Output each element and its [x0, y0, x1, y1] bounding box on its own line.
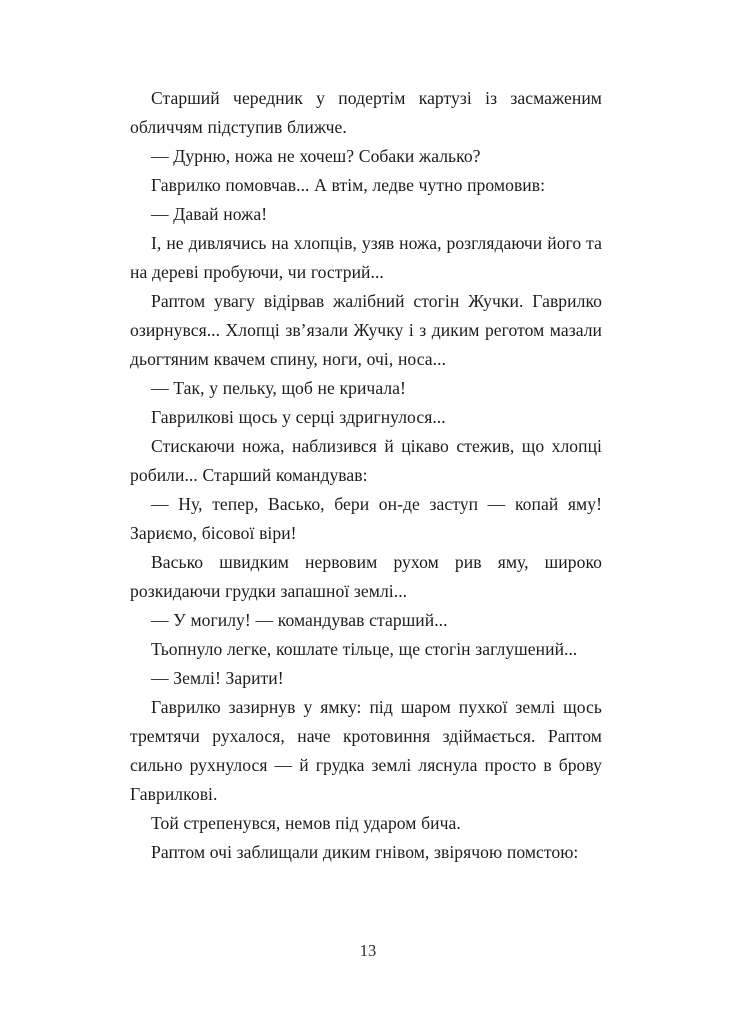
dialogue-line: — Дурню, ножа не хочеш? Собаки жалько?: [151, 146, 481, 166]
paragraph: Тьопнуло легке, кошлате тільце, ще стогін заглушений...: [151, 639, 578, 659]
dialogue-line: — Давай ножа!: [151, 204, 268, 224]
paragraph: Той стрепенувся, немов під ударом бича.: [151, 813, 461, 833]
paragraph: Васько швидким нервовим рухом рив яму, широко розкидаючи грудки запашної землі...: [130, 552, 602, 601]
paragraph: Гаврилкові щось у серці здригнулося...: [151, 407, 446, 427]
dialogue-line: — Землі! Зарити!: [151, 668, 284, 688]
paragraph: Старший чередник у подертім картузі із засмаженим обличчям підступив ближче.: [130, 88, 602, 137]
paragraph: Раптом увагу відірвав жалібний стогін Жучки. Гаврилко озирнувся... Хлопці зв’язали Жучку і з диким реготом мазали дьогтяним квачем спину, ноги, очі, носа...: [130, 291, 602, 369]
paragraph: Гаврилко помовчав... А втім, ледве чутно промовив:: [151, 175, 546, 195]
page-text-block: [130, 84, 602, 867]
paragraph: Стискаючи ножа, наблизився й цікаво стежив, що хлопці робили... Старший командував:: [130, 436, 602, 485]
paragraph: І, не дивлячись на хлопців, узяв ножа, розглядаючи його та на дереві пробуючи, чи гострий...: [130, 233, 602, 282]
dialogue-line: — Ну, тепер, Васько, бери он-де заступ — копай яму! Зариємо, бісової віри!: [130, 494, 602, 543]
dialogue-line: — У могилу! — командував старший...: [151, 610, 448, 630]
page-number: 13: [359, 941, 377, 960]
dialogue-line: — Так, у пельку, щоб не кричала!: [151, 378, 406, 398]
paragraph: Раптом очі заблищали диким гнівом, звірячою помстою:: [151, 842, 579, 862]
paragraph: Гаврилко зазирнув у ямку: під шаром пухкої землі щось тремтячи рухалося, наче кротовиння здіймається. Раптом сильно рухнулося — й грудка землі ляснула просто в брову Гаврилкові.: [130, 697, 602, 804]
